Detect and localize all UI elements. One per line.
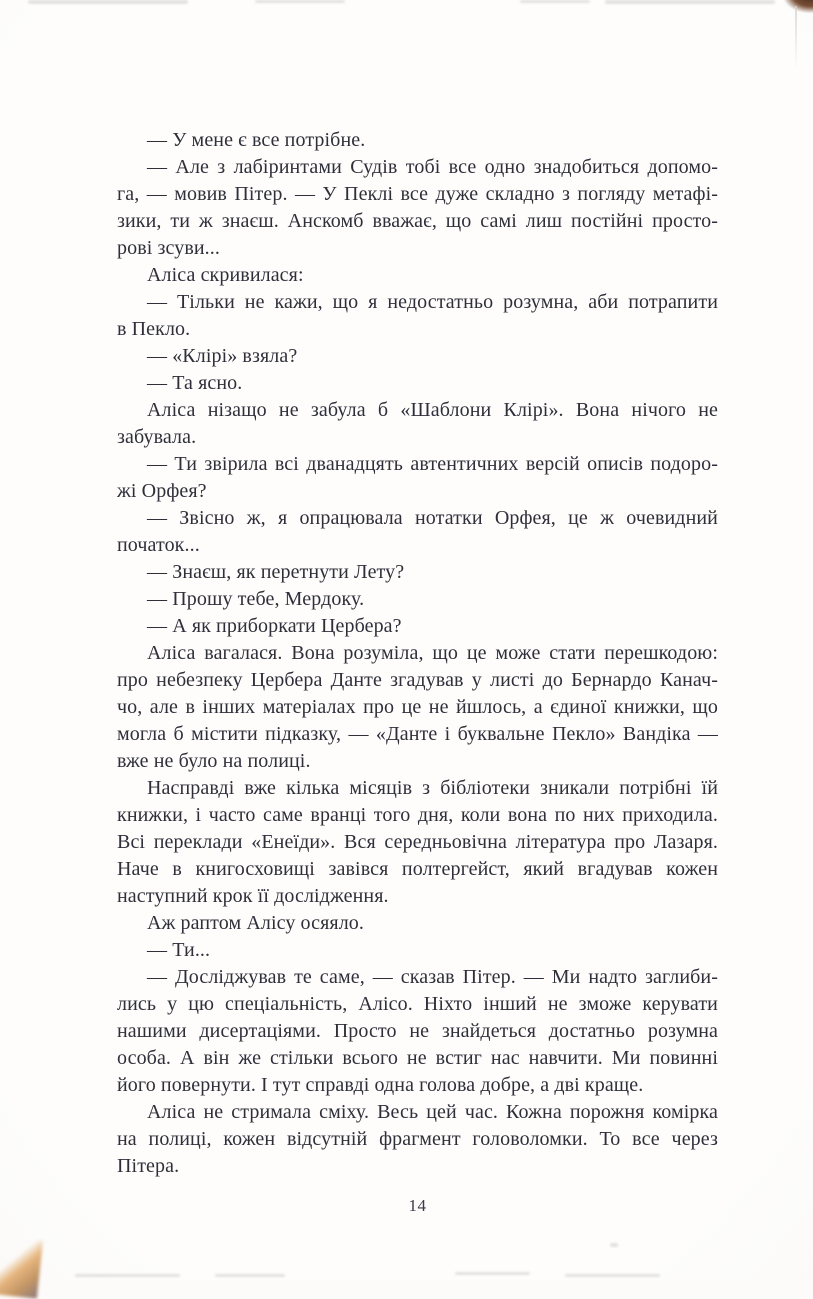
scan-smudge-top — [605, 0, 775, 4]
text-line: — А як приборкати Цербера? — [147, 615, 402, 637]
text-line: книжки, і часто саме вранці того дня, коли вона по них приходила. — [117, 804, 718, 826]
scan-smudge-bottom — [75, 1274, 180, 1277]
text-line: наступний крок її дослідження. — [117, 885, 389, 907]
text-line: га, — мовив Пітер. — У Пеклі все дуже складно з погляду метафі- — [117, 183, 718, 205]
text-line: Аліса не стримала сміху. Весь цей час. Кожна порожня комірка — [147, 1101, 718, 1123]
text-line: — У мене є все потрібне. — [147, 129, 366, 151]
scan-smudge-top — [520, 0, 590, 3]
text-line: особа. А він же стільки всього не встиг нас навчити. Ми повинні — [117, 1047, 718, 1069]
text-line: — Звісно ж, я опрацювала нотатки Орфея, це ж очевидний — [147, 507, 718, 529]
text-line: — Та ясно. — [147, 372, 243, 394]
text-line: лись у цю спеціальність, Алісо. Ніхто інший не зможе керувати — [117, 993, 718, 1015]
text-line: — Ти... — [147, 939, 211, 961]
scan-smudge-top — [28, 0, 188, 4]
text-line: — Тільки не кажи, що я недостатньо розумна, аби потрапити — [147, 291, 718, 313]
text-line: нашими дисертаціями. Просто не знайдеться достатньо розумна — [117, 1020, 718, 1042]
text-line: початок... — [117, 534, 200, 556]
text-line: Аліса скривилася: — [147, 264, 304, 286]
scan-corner-stain — [783, 0, 813, 13]
text-line: — Але з лабіринтами Судів тобі все одно знадобиться допомо- — [147, 156, 718, 178]
text-line: Аліса нізащо не забула б «Шаблони Клірі». Вона нічого не забувала. — [117, 399, 718, 448]
text-line: в Пекло. — [117, 318, 191, 340]
text-line: на полиці, кожен відсутній фрагмент головоломки. То все через — [117, 1128, 718, 1150]
text-body — [117, 127, 718, 1180]
text-line: — Досліджував те саме, — сказав Пітер. — Ми надто заглиби- — [147, 966, 718, 988]
text-line: Всі переклади «Енеїди». Вся середньовічна література про Лазаря. — [117, 831, 718, 853]
text-line: Аліса вагалася. Вона розуміла, що це може стати перешкодою: — [147, 642, 718, 664]
text-line: чо, але в інших матеріалах про це не йшлось, а єдиної книжки, що — [117, 696, 718, 718]
text-line: Насправді вже кілька місяців з бібліотеки зникали потрібні їй — [147, 777, 718, 799]
text-line: його повернути. І тут справді одна голова добре, а дві краще. — [117, 1074, 644, 1096]
text-line: — «Клірі» взяла? — [147, 345, 298, 367]
text-line: про небезпеку Цербера Данте згадував у листі до Бернардо Канач- — [117, 669, 718, 691]
text-line: Пітера. — [117, 1155, 180, 1177]
text-line: — Ти звірила всі дванадцять автентичних версій описів подоро- — [147, 453, 718, 475]
text-line: Аж раптом Алісу осяяло. — [147, 912, 364, 934]
text-line: могла б містити підказку, — «Данте і буквальне Пекло» Вандіка — — [117, 723, 718, 745]
scan-smudge-bottom — [610, 1243, 618, 1247]
text-line: вже не було на полиці. — [117, 750, 311, 772]
page-edge-crease — [795, 6, 797, 70]
text-line: жі Орфея? — [117, 480, 207, 502]
scan-smudge-bottom — [455, 1272, 530, 1275]
text-line: Наче в книгосховищі завівся полтергейст, який вгадував кожен — [117, 858, 718, 880]
page-number: 14 — [408, 1196, 427, 1215]
text-line: зики, ти ж знаєш. Анскомб вважає, що самі лиш постійні просто- — [117, 210, 718, 232]
text-line: — Прошу тебе, Мердоку. — [147, 588, 365, 610]
scan-smudge-bottom — [565, 1274, 660, 1277]
scan-smudge-top — [255, 0, 345, 3]
scan-smudge-bottom — [215, 1274, 285, 1277]
text-line: — Знаєш, як перетнути Лету? — [147, 561, 405, 583]
page-corner-fold — [0, 1235, 43, 1298]
text-line: рові зсуви... — [117, 237, 220, 259]
